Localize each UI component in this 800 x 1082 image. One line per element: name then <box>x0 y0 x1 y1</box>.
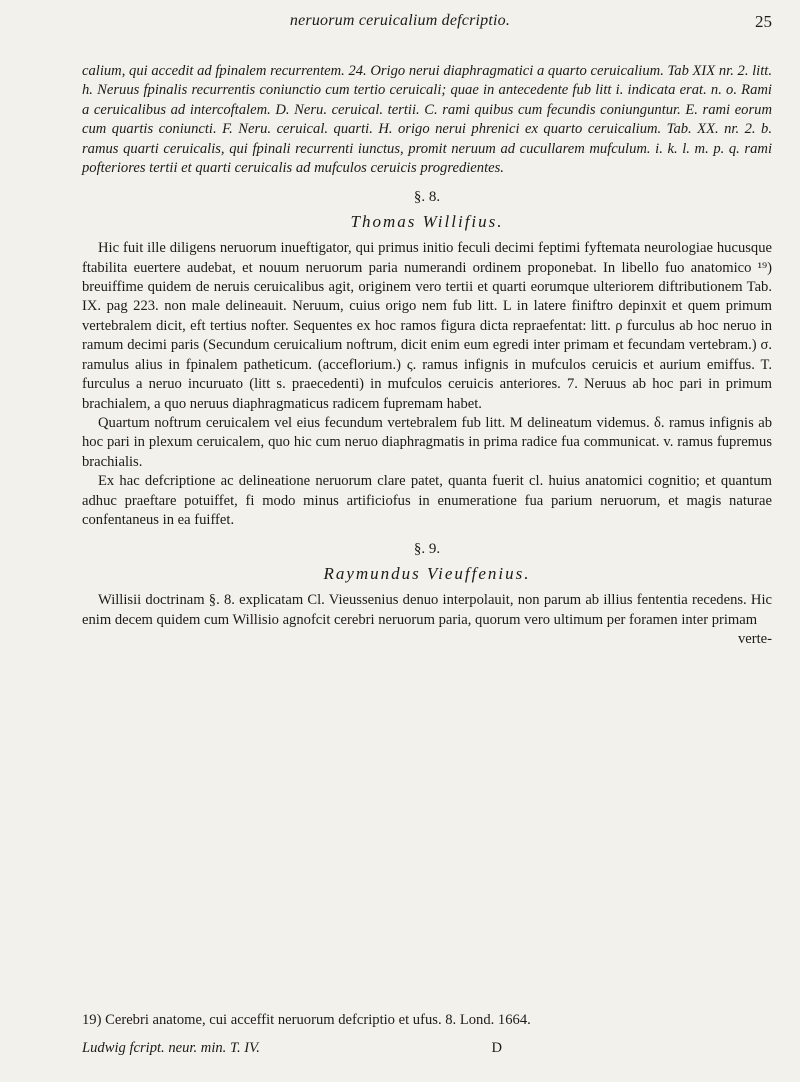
footnote <box>82 1012 772 1029</box>
footnote-mark: 19) <box>82 1012 102 1028</box>
main-text <box>82 62 772 649</box>
section-number-9: §. 9. <box>413 541 441 558</box>
footnote-text: Cerebri anatome, cui acceffit neruorum defcriptio et ufus. 8. Lond. 1664. <box>105 1012 531 1028</box>
paragraph-willis-1: Hic fuit ille diligens neruorum inueftigator, qui primus initio feculi decimi feptimi fyftemata neurologiae hucusque ftabilita euertere audebat, et nouum neruorum paria numerandi ordinem proponebat. In libello fuo anatomico ¹⁹) breuiffime quidem de neruis ceruicalibus agit, originem vero tertii et quarti eorumque ulteriorem diftributionem Tab. IX. pag 223. non male delineauit. Neruum, cuius origo nem fub litt. L in latere finiftro depinxit et quem primum vertebralem dicit, eft tertius nofter. Sequentes ex hoc ramos figura dicta repraefentat: litt. ρ furculus ab hoc neruo in ramum decimi paris (Secundum ceruicalium noftrum, dicit enim eum egredi inter primam et fecundam vertebram.) σ. ramulus alius in fpinalem patheticum. (acceflorium.) ς. ramus infignis in mufculos ceruicis et aurium emiffus. T. furculus a neruo incuruato (litt s. praecedenti) in mufculos ceruicis anteriores. 7. Neruus ab hoc pari in primum brachialem, a quo neruus diaphragmaticus radicem fupremam habet. <box>82 240 772 412</box>
author-heading-willis: Thomas Willifius. <box>350 211 504 231</box>
section-number-8: §. 8. <box>413 189 441 206</box>
catchword: verte- <box>737 630 772 647</box>
paragraph-willis-2: Quartum noftrum ceruicalem vel eius fecundum vertebralem fub litt. M delineatum videmus. δ. ramus infignis ab hoc pari in plexum ceruicalem, quo hic cum neruo diaphragmatis in prima radice fua communicat. v. ramus fupremus brachialis. <box>82 414 772 470</box>
signature-line <box>82 1040 772 1057</box>
paragraph-continuation: calium, qui accedit ad fpinalem recurrentem. 24. Origo nerui diaphragmatici a quarto ceruicalium. Tab XIX nr. 2. litt. h. Neruus fpinalis recurrentis coniunctio cum tertio ceruicali; quae in antecedente fub litt i. indicata erat. n. o. Rami a ceruicalibus ad intercoftalem. D. Neru. ceruical. tertii. C. rami quibus cum fecundis coniunguntur. E. rami eorum cum quartis coniuncti. F. Neru. ceruical. quarti. H. origo nerui phrenici ex quarto ceruicalium. Tab. XX. nr. 2. b. ramus quarti ceruicalis, qui fpinali recurrenti iunctus, promit neruum ad cucullarem mufculum. i. k. l. m. p. q. rami pofteriores tertii et quarti ceruicalis ad mufculos ceruicis progredientes. <box>82 63 772 177</box>
paragraph-vieussens-1: Willisii doctrinam §. 8. explicatam Cl. Vieussenius denuo interpolauit, non parum ab illius fententia recedens. Hic enim decem quidem cum Willisio agnofcit cerebri neruorum paria, quorum vero ultimum per foramen inter primam <box>82 592 772 628</box>
signature-letter: D <box>491 1040 502 1056</box>
page-number: 25 <box>755 12 772 31</box>
signature-text: Ludwig fcript. neur. min. T. IV. <box>82 1040 260 1056</box>
author-heading-vieussens: Raymundus Vieuffenius. <box>323 563 531 583</box>
running-head: neruorum ceruicalium defcriptio. <box>289 12 511 29</box>
paragraph-willis-3: Ex hac defcriptione ac delineatione neruorum clare patet, quanta fuerit cl. huius anatomici cognitio; et quantum adhuc praeftare potuiffet, fi modo minus artificiofus in enumeratione fua parium neruorum, et magis naturae confentaneus in ea fuiffet. <box>82 473 772 528</box>
